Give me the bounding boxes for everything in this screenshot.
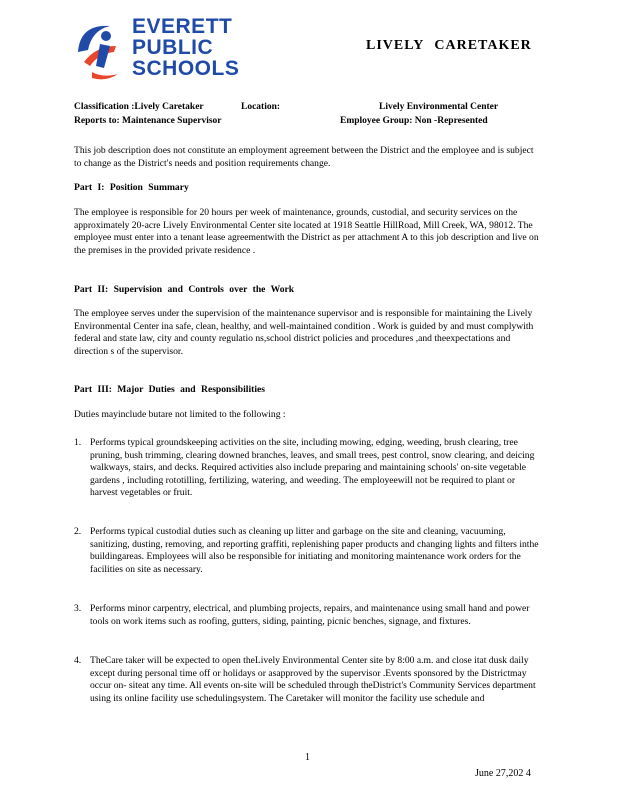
district-logo <box>70 16 240 86</box>
list-item-number: 2. <box>74 526 82 537</box>
classification: Classification :Lively Caretaker <box>74 102 204 112</box>
logo-figure-icon <box>70 16 132 86</box>
page-number: 1 <box>305 752 310 763</box>
list-item-text: Performs typical groundskeeping activities on the site, including mowing, edging, weeding, brush clearing, tree pruning, bush trimming, clearing downed branches, leaves, and small trees, pest control, snow clearing, and deicing walkways, stairs, and decks. Required activities also include preparing and maintaining schools' on-site vegetable gardens , including rototilling, fertilizing, watering, and weeding. The employeewill not be required to plant or harvest vegetables or fruit. <box>90 437 535 499</box>
part3-heading: Part III: Major Duties and Responsibilities <box>74 384 265 395</box>
list-item-number: 3. <box>74 603 82 614</box>
logo-line-1: EVERETT <box>132 15 233 38</box>
part2-heading: Part II: Supervision and Controls over the Work <box>74 284 295 295</box>
part2-paragraph: The employee serves under the supervision of the maintenance supervisor and is responsible for maintaining the Lively Environmental Center ina safe, clean, healthy, and well-maintained condition . Work is guided by and must complywith federal and state law, city and county regulatio ns,school district policies and procedures ,and theexpectations and direction s of the supervisor. <box>74 308 534 357</box>
logo-line-3: SCHOOLS <box>132 57 240 80</box>
intro-paragraph: This job description does not constitute an employment agreement between the District and the employee and is subject to change as the District's needs and position requirements change. <box>74 145 534 169</box>
part1-paragraph: The employee is responsible for 20 hours per week of maintenance, grounds, custodial, and security services on the approximately 20-acre Lively Environmental Center site located at 1918 Seattle HillRoad, Mill Creek, WA, 98012. The employee must enter into a tenant lease agreementwith the District as per attachment A to this job description and live on the premises in the provided private residence . <box>74 207 539 256</box>
list-item-text: TheCare taker will be expected to open theLively Environmental Center site by 8:00 a.m. and close itat dusk daily except during personal time off or holidays or asapproved by the supervisor .Events sponsored by the Districtmay occur on- siteat any time. All events on-site will be scheduled through theDistrict's Community Services department using its online facility use schedulingsystem. The Caretaker will monitor the facility use schedule and <box>90 655 536 704</box>
list-item-text: Performs typical custodial duties such as cleaning up litter and garbage on the site and cleaning, vacuuming, sanitizing, dusting, removing, and reporting graffiti, replenishing paper products and changing lights and filters inthe buildingareas. Employees will also be responsible for initiating and monitoring maintenance work orders for the facilities on site as necessary. <box>90 526 539 575</box>
reports-to: Reports to: Maintenance Supervisor <box>74 116 222 126</box>
part1-heading: Part I: Position Summary <box>74 182 189 193</box>
location-value: Lively Environmental Center <box>379 102 499 112</box>
part3-lead: Duties mayinclude butare not limited to the following : <box>74 409 286 420</box>
employee-group: Employee Group: Non -Represented <box>340 116 488 126</box>
list-item-number: 1. <box>74 437 82 448</box>
document-title: LIVELY CARETAKER <box>366 38 532 53</box>
location-label: Location: <box>241 102 281 112</box>
footer-date: June 27,202 4 <box>475 768 531 779</box>
logo-line-2: PUBLIC <box>132 36 214 59</box>
logo-wordmark <box>132 16 239 79</box>
list-item-text: Performs minor carpentry, electrical, and plumbing projects, repairs, and maintenance using small hand and power tools on work items such as roofing, gutters, siding, painting, picnic benches, signage, and fixtures. <box>90 603 530 627</box>
list-item-number: 4. <box>74 655 82 666</box>
